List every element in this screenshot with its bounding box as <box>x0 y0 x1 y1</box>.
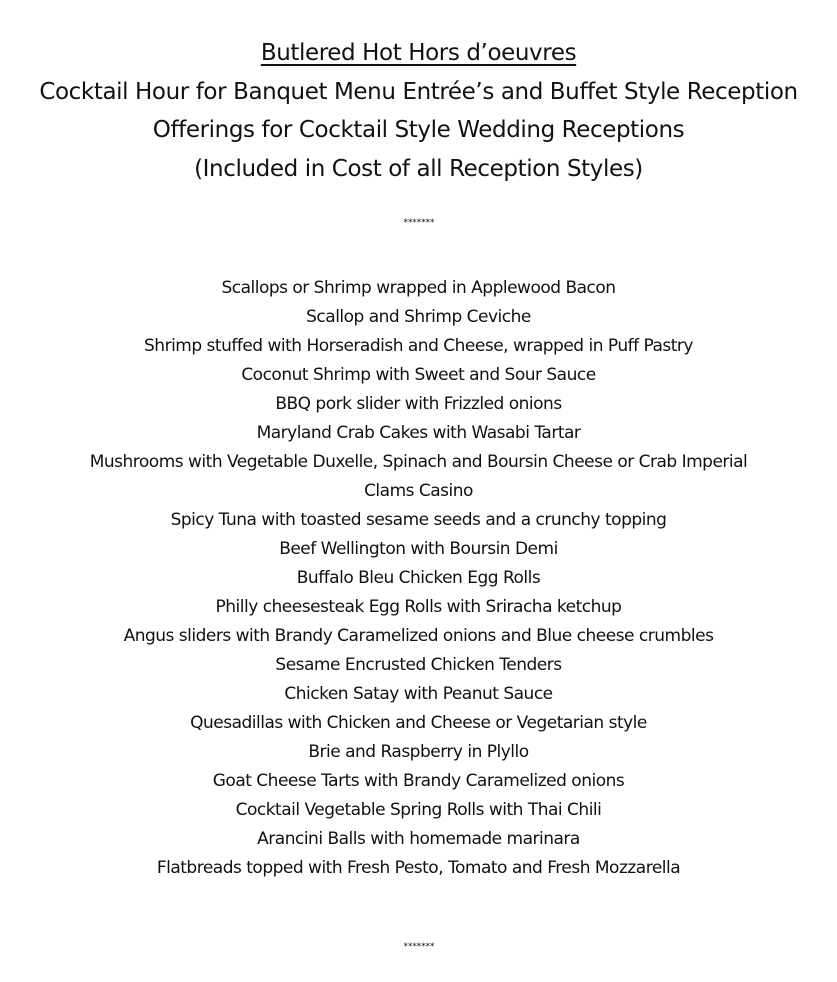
menu-item: Scallop and Shrimp Ceviche <box>306 307 531 327</box>
menu-item: Spicy Tuna with toasted sesame seeds and a crunchy topping <box>170 510 667 530</box>
menu-item: Philly cheesesteak Egg Rolls with Sriracha ketchup <box>215 597 622 617</box>
menu-item: Brie and Raspberry in Plyllo <box>308 742 529 762</box>
menu-item: Cocktail Vegetable Spring Rolls with Thai Chili <box>235 800 602 820</box>
menu-item: Goat Cheese Tarts with Brandy Caramelized onions <box>212 771 625 791</box>
menu-item: BBQ pork slider with Frizzled onions <box>275 394 562 414</box>
subtitle-cocktail-hour: Cocktail Hour for Banquet Menu Entrée’s and Buffet Style Reception <box>39 78 798 105</box>
menu-item: Clams Casino <box>364 481 473 501</box>
menu-item: Arancini Balls with homemade marinara <box>257 829 580 849</box>
divider-top: ******* <box>403 218 434 228</box>
divider-bottom: ******* <box>403 942 434 952</box>
menu-item: Chicken Satay with Peanut Sauce <box>284 684 553 704</box>
menu-item: Scallops or Shrimp wrapped in Applewood Bacon <box>221 278 616 298</box>
menu-item: Angus sliders with Brandy Caramelized onions and Blue cheese crumbles <box>123 626 714 646</box>
menu-item: Quesadillas with Chicken and Cheese or Vegetarian style <box>190 713 647 733</box>
menu-item: Coconut Shrimp with Sweet and Sour Sauce <box>241 365 596 385</box>
menu-item: Buffalo Bleu Chicken Egg Rolls <box>296 568 541 588</box>
hors-doeuvres-list <box>0 274 837 883</box>
menu-header <box>0 34 837 188</box>
menu-item: Shrimp stuffed with Horseradish and Cheese, wrapped in Puff Pastry <box>144 336 693 356</box>
menu-item: Sesame Encrusted Chicken Tenders <box>275 655 562 675</box>
menu-title: Butlered Hot Hors d’oeuvres <box>260 40 577 66</box>
subtitle-wedding-receptions: Offerings for Cocktail Style Wedding Receptions <box>152 117 685 143</box>
menu-item: Beef Wellington with Boursin Demi <box>279 539 558 559</box>
menu-item: Flatbreads topped with Fresh Pesto, Tomato and Fresh Mozzarella <box>156 858 681 878</box>
subtitle-included-cost: (Included in Cost of all Reception Styles) <box>194 155 643 182</box>
menu-item: Maryland Crab Cakes with Wasabi Tartar <box>256 423 581 443</box>
menu-item: Mushrooms with Vegetable Duxelle, Spinach and Boursin Cheese or Crab Imperial <box>89 452 748 472</box>
